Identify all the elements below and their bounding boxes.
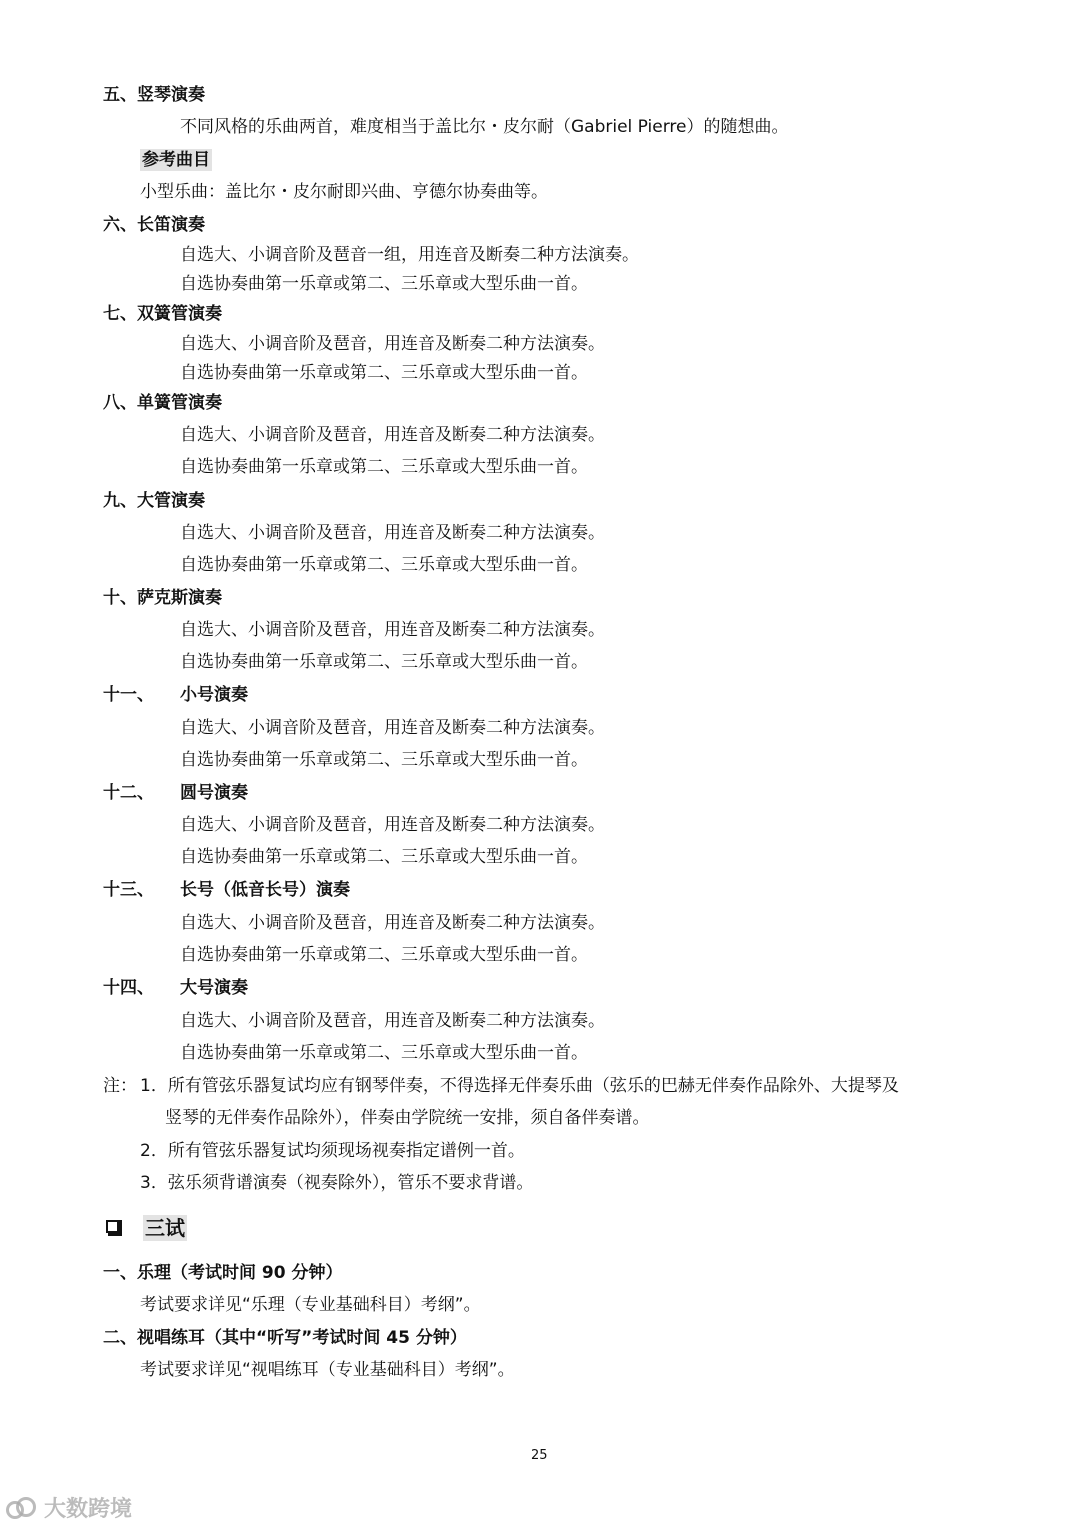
section-8-heading: 八、单簧管演奏: [103, 393, 222, 413]
section-10-line-2: 自选协奏曲第一乐章或第二、三乐章或大型乐曲一首。: [180, 652, 588, 672]
section-8-line-2: 自选协奏曲第一乐章或第二、三乐章或大型乐曲一首。: [180, 457, 588, 477]
section-14-title: 大号演奏: [180, 978, 248, 998]
section-10-line-1: 自选大、小调音阶及琶音，用连音及断奏二种方法演奏。: [180, 620, 605, 640]
section-9-line-1: 自选大、小调音阶及琶音，用连音及断奏二种方法演奏。: [180, 523, 605, 543]
watermark: [6, 1492, 132, 1523]
section-13-title: 长号（低音长号）演奏: [180, 880, 350, 900]
section-11-title: 小号演奏: [180, 685, 248, 705]
section-11-number: 十一、: [103, 685, 154, 705]
reference-heading: 参考曲目: [142, 150, 210, 170]
section-7-line-1: 自选大、小调音阶及琶音，用连音及断奏二种方法演奏。: [180, 334, 605, 354]
section-6-line-2: 自选协奏曲第一乐章或第二、三乐章或大型乐曲一首。: [180, 274, 588, 294]
section-12-number: 十二、: [103, 783, 154, 803]
notes-label: 注：: [103, 1076, 137, 1096]
reference-line: 小型乐曲：盖比尔・皮尔耐即兴曲、亨德尔协奏曲等。: [140, 182, 548, 202]
section-9-line-2: 自选协奏曲第一乐章或第二、三乐章或大型乐曲一首。: [180, 555, 588, 575]
section-12-line-2: 自选协奏曲第一乐章或第二、三乐章或大型乐曲一首。: [180, 847, 588, 867]
third-exam-item-1-line: 考试要求详见“乐理（专业基础科目）考纲”。: [140, 1295, 481, 1315]
section-9-heading: 九、大管演奏: [103, 491, 205, 511]
section-12-title: 圆号演奏: [180, 783, 248, 803]
section-7-line-2: 自选协奏曲第一乐章或第二、三乐章或大型乐曲一首。: [180, 363, 588, 383]
section-13-line-1: 自选大、小调音阶及琶音，用连音及断奏二种方法演奏。: [180, 913, 605, 933]
third-exam-item-2-line: 考试要求详见“视唱练耳（专业基础科目）考纲”。: [140, 1360, 515, 1380]
section-12-line-1: 自选大、小调音阶及琶音，用连音及断奏二种方法演奏。: [180, 815, 605, 835]
third-exam-item-2-heading: 二、视唱练耳（其中“听写”考试时间 45 分钟）: [103, 1328, 467, 1348]
page-number: 25: [531, 1448, 548, 1463]
note-1-line-2: 竖琴的无伴奏作品除外），伴奏由学院统一安排，须自备伴奏谱。: [165, 1108, 650, 1128]
watermark-text: 大数跨境: [44, 1497, 133, 1522]
section-5-heading: 五、竖琴演奏: [103, 85, 205, 105]
watermark-logo-icon: [6, 1497, 36, 1519]
section-13-number: 十三、: [103, 880, 154, 900]
section-6-heading: 六、长笛演奏: [103, 215, 205, 235]
section-5-line-1: 不同风格的乐曲两首，难度相当于盖比尔・皮尔耐（Gabriel Pierre）的随想曲。: [180, 117, 789, 137]
section-8-line-1: 自选大、小调音阶及琶音，用连音及断奏二种方法演奏。: [180, 425, 605, 445]
note-3: 3．弦乐须背谱演奏（视奏除外），管乐不要求背谱。: [140, 1173, 534, 1193]
section-11-line-1: 自选大、小调音阶及琶音，用连音及断奏二种方法演奏。: [180, 718, 605, 738]
section-14-number: 十四、: [103, 978, 154, 998]
section-14-line-1: 自选大、小调音阶及琶音，用连音及断奏二种方法演奏。: [180, 1011, 605, 1031]
third-exam-item-1-heading: 一、乐理（考试时间 90 分钟）: [103, 1263, 343, 1283]
third-exam-title: 三试: [145, 1216, 185, 1240]
section-7-heading: 七、双簧管演奏: [103, 304, 222, 324]
section-10-heading: 十、萨克斯演奏: [103, 588, 222, 608]
section-13-line-2: 自选协奏曲第一乐章或第二、三乐章或大型乐曲一首。: [180, 945, 588, 965]
section-6-line-1: 自选大、小调音阶及琶音一组，用连音及断奏二种方法演奏。: [180, 245, 639, 265]
section-14-line-2: 自选协奏曲第一乐章或第二、三乐章或大型乐曲一首。: [180, 1043, 588, 1063]
note-2: 2．所有管弦乐器复试均须现场视奏指定谱例一首。: [140, 1141, 525, 1161]
checkbox-icon: [106, 1220, 119, 1233]
section-11-line-2: 自选协奏曲第一乐章或第二、三乐章或大型乐曲一首。: [180, 750, 588, 770]
note-1-line-1: 1．所有管弦乐器复试均应有钢琴伴奏，不得选择无伴奏乐曲（弦乐的巴赫无伴奏作品除外、大提琴及: [140, 1076, 899, 1096]
